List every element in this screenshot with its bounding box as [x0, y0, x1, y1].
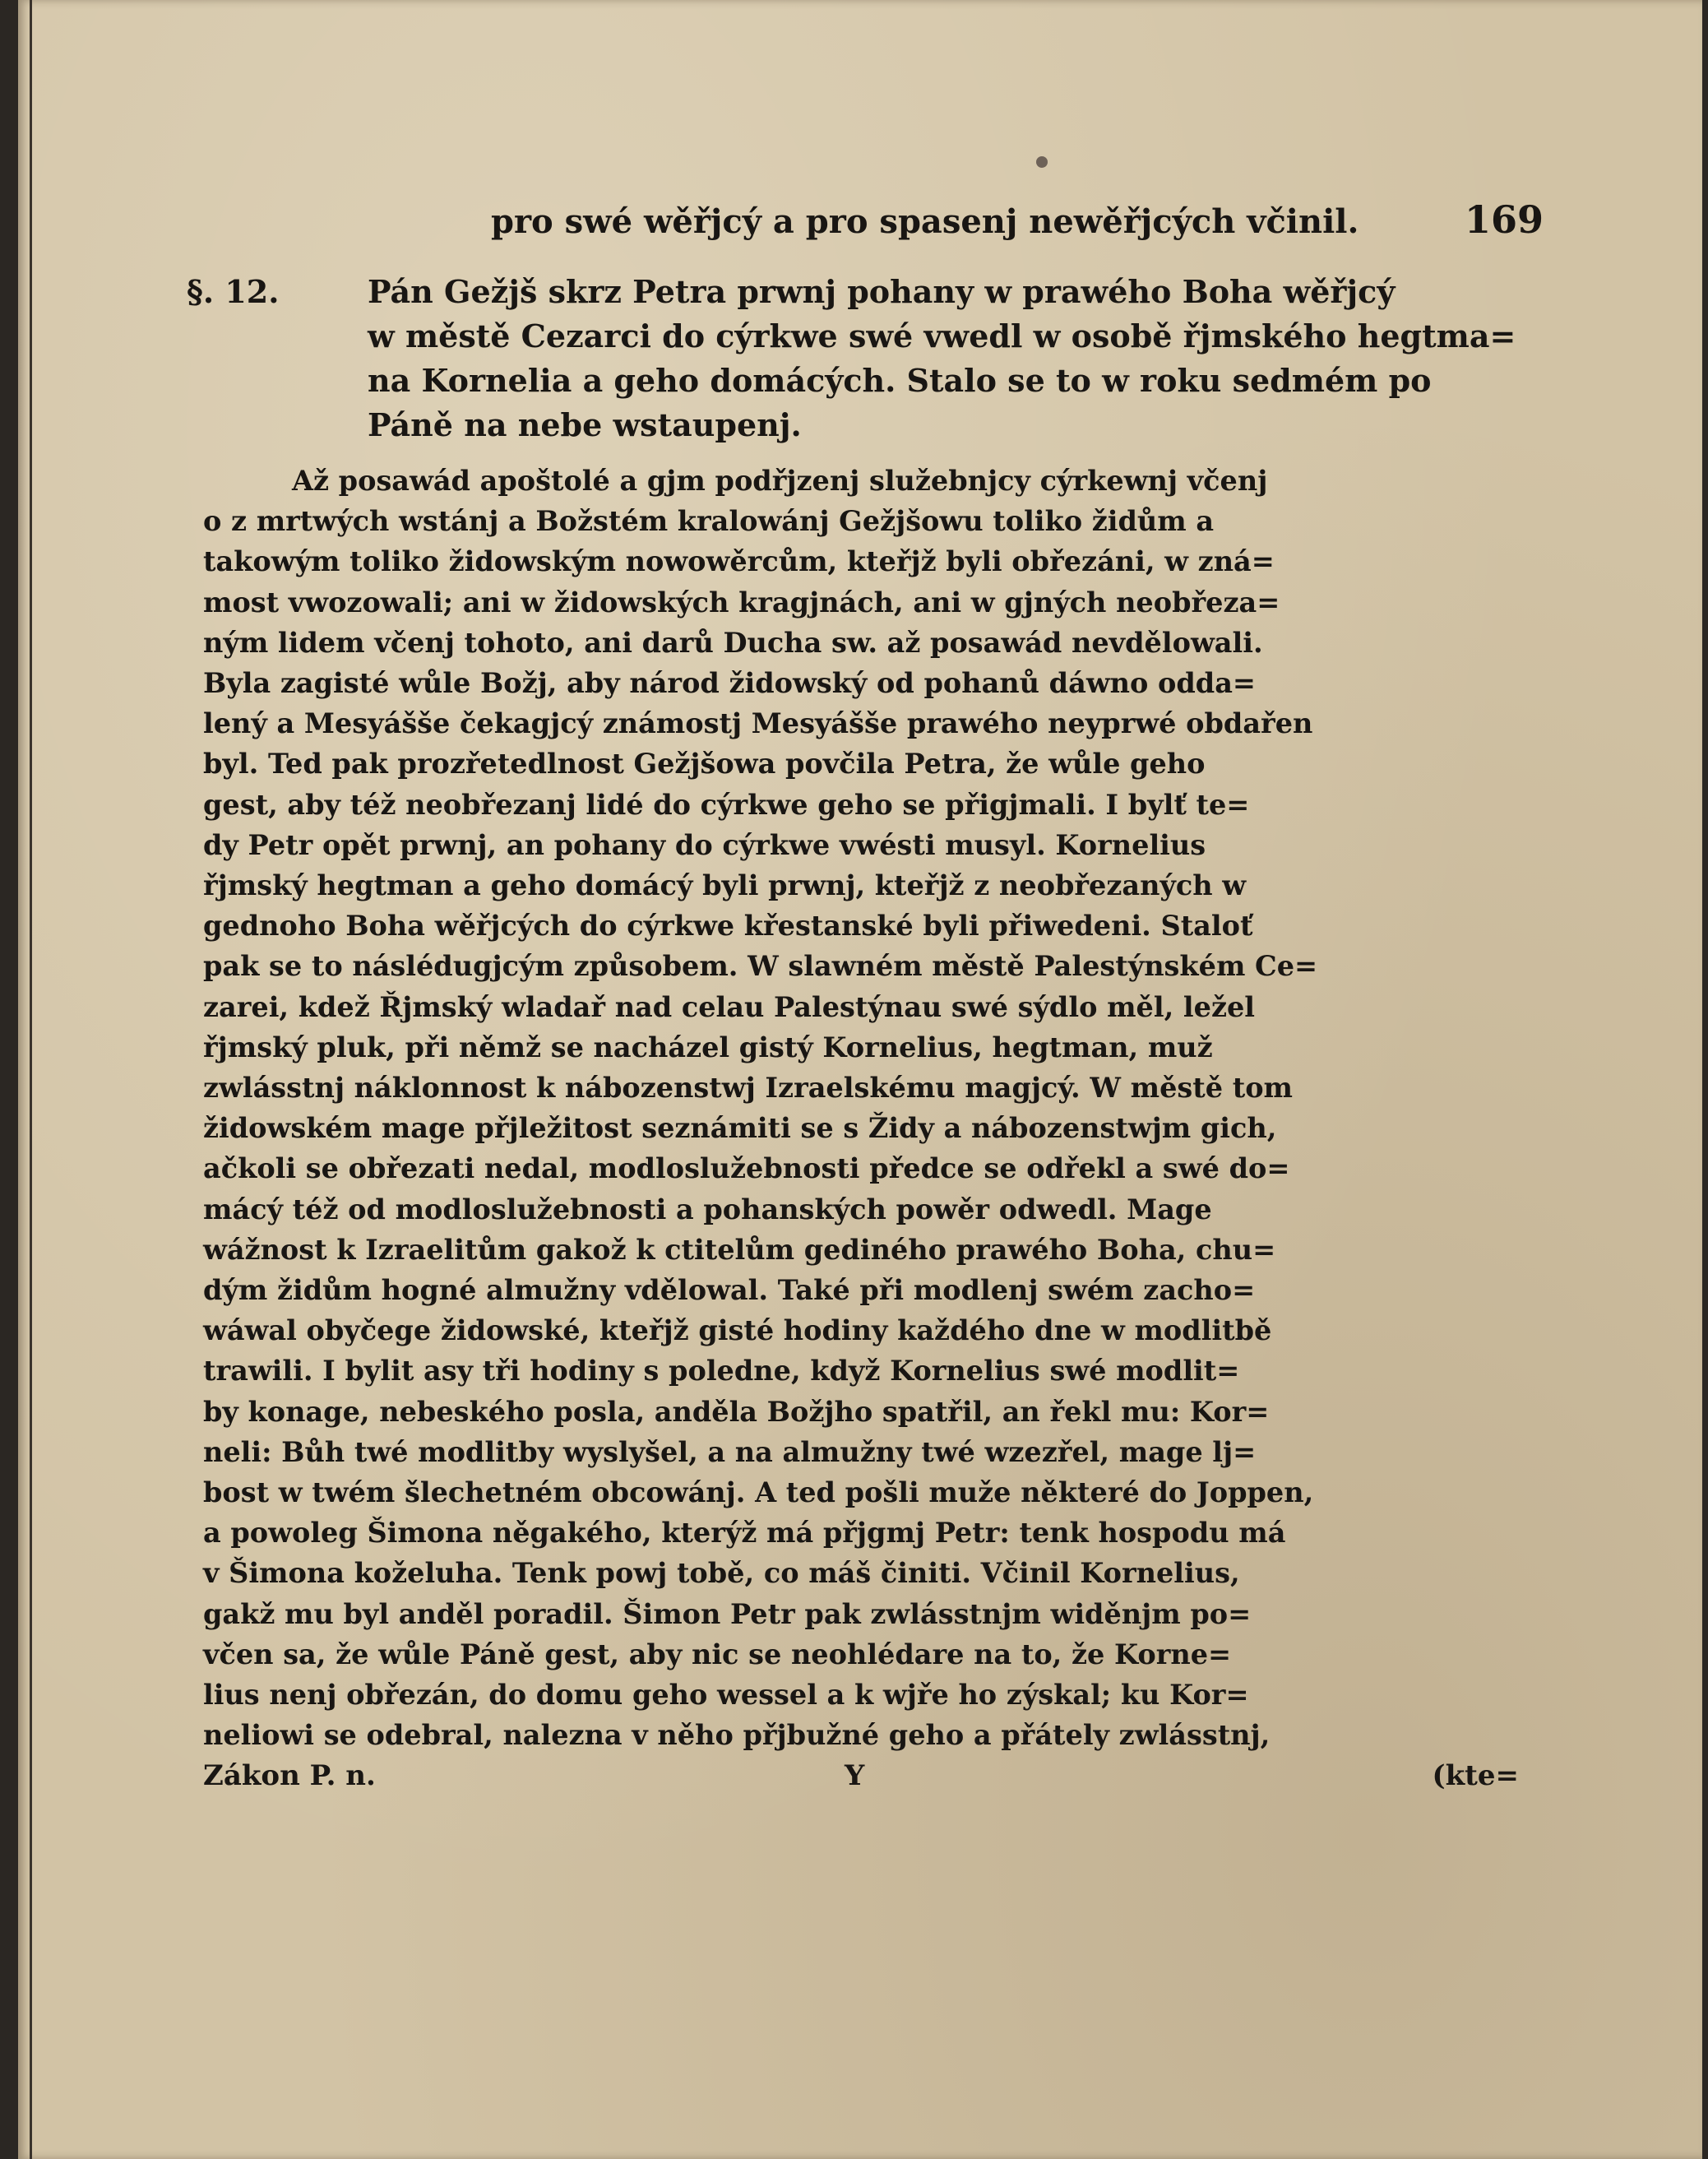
- page-text: [187, 197, 1544, 1800]
- page-header: [203, 197, 1544, 255]
- text-line: dy Petr opět prwnj, an pohany do cýrkwe vwésti musyl. Kornelius: [203, 828, 1206, 861]
- text-line: zwlásstnj náklonnost k nábozenstwj Izraelskému magjcý. W městě tom: [203, 1072, 1293, 1105]
- ink-speck: [1036, 156, 1048, 168]
- body-paragraph: [203, 461, 1519, 1756]
- text-line: Byla zagisté wůle Božj, aby národ židowský od pohanů dáwno odda=: [203, 667, 1256, 700]
- book-page: [18, 0, 1702, 2159]
- text-line: trawili. I bylit asy tři hodiny s poledne, když Kornelius swé modlit=: [203, 1355, 1240, 1388]
- text-line: židowském mage přjležitost seznámiti se s Židy a nábozenstwjm gich,: [203, 1112, 1277, 1145]
- text-line: byl. Ted pak prozřetedlnost Gežjšowa povčila Petra, že wůle geho: [203, 748, 1206, 781]
- text-line: řjmský pluk, při němž se nacházel gistý Kornelius, hegtman, muž: [203, 1031, 1213, 1063]
- text-line: o z mrtwých wstánj a Božstém kralowánj Gežjšowu toliko židům a: [203, 505, 1215, 538]
- text-line: neliowi se odebral, nalezna v něho přjbužné geho a přátely zwlásstnj,: [203, 1719, 1271, 1752]
- page-number: 169: [1464, 197, 1544, 242]
- text-line: most vwozowali; ani w židowských kragjnách, ani w gjných neobřeza=: [203, 586, 1280, 619]
- text-line: lius nenj obřezán, do domu geho wessel a k wjře ho zýskal; ku Kor=: [203, 1679, 1249, 1712]
- text-line: pak se to náslédugjcým způsobem. W slawném městě Palestýnském Ce=: [203, 950, 1318, 983]
- text-line: by konage, nebeského posla, anděla Božjho spatřil, an řekl mu: Kor=: [203, 1395, 1270, 1428]
- signature-mark: Zákon P. n.: [203, 1758, 376, 1792]
- text-line: takowým toliko židowským nowowěrcům, kteřjž byli obřezáni, w zná=: [203, 545, 1275, 578]
- text-line: mácý též od modloslužebnosti a pohanských powěr odwedl. Mage: [203, 1193, 1212, 1225]
- page-gutter: [30, 0, 32, 2159]
- text-line: řjmský hegtman a geho domácý byli prwnj, kteřjž z neobřezaných w: [203, 869, 1247, 902]
- text-line: Až posawád apoštolé a gjm podřjzenj služebnjcy cýrkewnj včenj: [292, 465, 1268, 497]
- text-line: ným lidem včenj tohoto, ani darů Ducha sw. až posawád nevdělowali.: [203, 626, 1263, 659]
- text-line: gest, aby též neobřezanj lidé do cýrkwe geho se přigjmali. I bylť te=: [203, 788, 1250, 821]
- page-footer: [203, 1759, 1519, 1800]
- text-line: dým židům hogné almužny vdělowal. Také při modlenj swém zacho=: [203, 1274, 1256, 1307]
- text-line: gednoho Boha wěřjcých do cýrkwe křestanské byli přiwedeni. Staloť: [203, 910, 1253, 943]
- text-line: zarei, kdež Řjmský wladař nad celau Palestýnau swé sýdlo měl, ležel: [203, 990, 1256, 1023]
- summary-line: w městě Cezarci do cýrkwe swé vwedl w osobě řjmského hegtma=: [368, 317, 1516, 354]
- text-line: ačkoli se obřezati nedal, modloslužebnosti předce se odřekl a swé do=: [203, 1152, 1290, 1185]
- text-line: wáwal obyčege židowské, kteřjž gisté hodiny každého dne w modlitbě: [203, 1314, 1272, 1347]
- section-summary-text: [368, 270, 1527, 447]
- text-line: wážnost k Izraelitům gakož k ctitelům gediného prawého Boha, chu=: [203, 1233, 1276, 1266]
- summary-line: na Kornelia a geho domácých. Stalo se to w roku sedmém po: [368, 362, 1432, 399]
- sheet-mark: Y: [845, 1758, 865, 1792]
- running-title: pro swé wěřjcý a pro spasenj newěřjcých včinil.: [491, 202, 1359, 241]
- section-number: §. 12.: [187, 273, 280, 310]
- text-line: neli: Bůh twé modlitby wyslyšel, a na almužny twé wzezřel, mage lj=: [203, 1435, 1257, 1468]
- summary-line: Páně na nebe wstaupenj.: [368, 406, 802, 443]
- summary-line: Pán Gežjš skrz Petra prwnj pohany w prawého Boha wěřjcý: [368, 273, 1396, 310]
- text-line: a powoleg Šimona něgakého, kterýž má přjgmj Petr: tenk hospodu má: [203, 1517, 1286, 1550]
- catchword: (kte=: [1432, 1758, 1519, 1792]
- text-line: lený a Mesyášše čekagjcý známostj Mesyášše prawého neyprwé obdařen: [203, 707, 1313, 740]
- section-summary: [187, 270, 1519, 447]
- text-line: v Šimona koželuha. Tenk powj tobě, co máš činiti. Včinil Kornelius,: [203, 1557, 1240, 1590]
- text-line: bost w twém šlechetném obcowánj. A ted pošli muže některé do Joppen,: [203, 1476, 1314, 1509]
- text-line: gakž mu byl anděl poradil. Šimon Petr pak zwlásstnjm widěnjm po=: [203, 1597, 1252, 1630]
- text-line: včen sa, že wůle Páně gest, aby nic se neohlédare na to, že Korne=: [203, 1638, 1232, 1670]
